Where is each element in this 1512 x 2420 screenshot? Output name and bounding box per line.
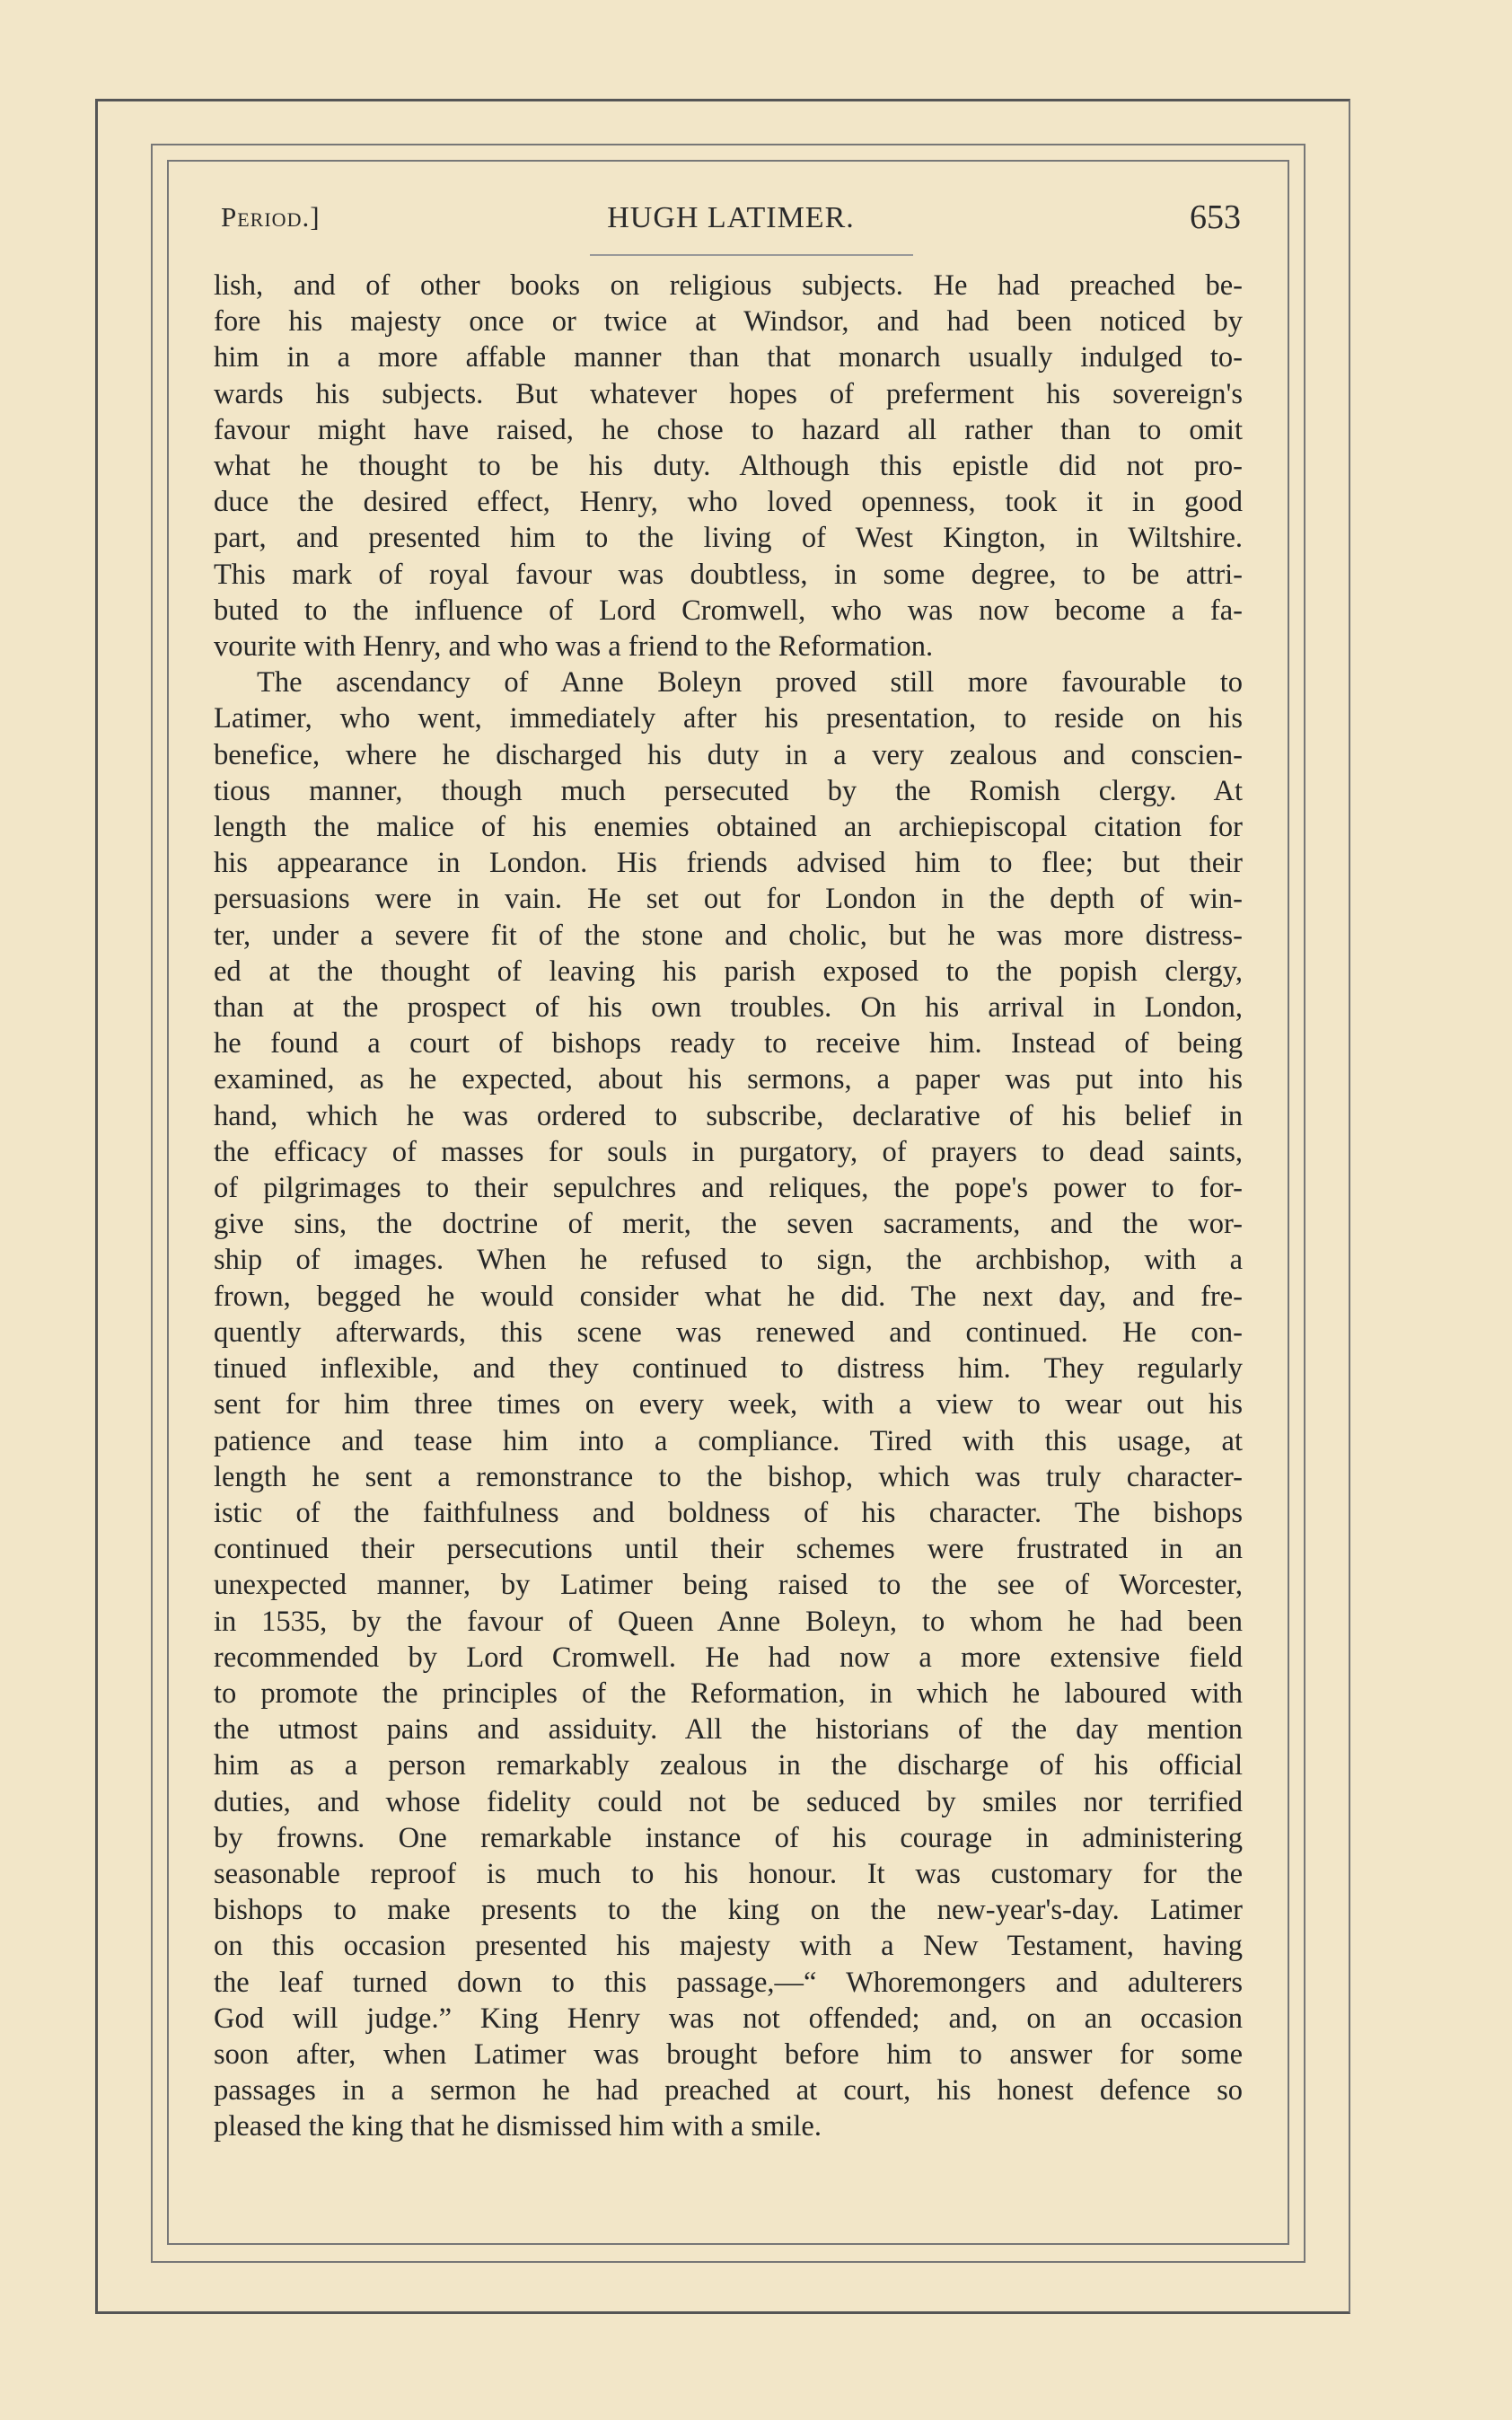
text-line: continued their persecutions until their schemes were frustrated in an (214, 1533, 1243, 1566)
text-line: the leaf turned down to this passage,—“ Whoremongers and adulterers (214, 1966, 1243, 1999)
text-line: length he sent a remonstrance to the bishop, which was truly character- (214, 1460, 1243, 1493)
text-line: duce the desired effect, Henry, who loved openness, took it in good (214, 486, 1243, 519)
text-line: him in a more affable manner than that monarch usually indulged to- (214, 341, 1243, 374)
text-line: soon after, when Latimer was brought before him to answer for some (214, 2037, 1243, 2071)
text-line: in 1535, by the favour of Queen Anne Boleyn, to whom he had been (214, 1605, 1243, 1638)
text-line: persuasions were in vain. He set out for London in the depth of win- (214, 883, 1243, 916)
text-line: what he thought to be his duty. Although this epistle did not pro- (214, 450, 1243, 483)
text-line: seasonable reproof is much to his honour. It was customary for the (214, 1857, 1243, 1890)
text-line: hand, which he was ordered to subscribe, declarative of his belief in (214, 1099, 1243, 1132)
body-text (214, 268, 1243, 2145)
text-line: examined, as he expected, about his sermons, a paper was put into his (214, 1063, 1243, 1096)
text-line: wards his subjects. But whatever hopes of preferment his sovereign's (214, 377, 1243, 410)
text-line: buted to the influence of Lord Cromwell, who was now become a fa- (214, 594, 1243, 627)
text-line: the utmost pains and assiduity. All the historians of the day mention (214, 1713, 1243, 1747)
text-line: Latimer, who went, immediately after his presentation, to reside on his (214, 702, 1243, 735)
text-line: tious manner, though much persecuted by the Romish clergy. At (214, 774, 1243, 807)
text-line: quently afterwards, this scene was renewed and continued. He con- (214, 1316, 1243, 1349)
running-header (221, 192, 1241, 246)
text-line: sent for him three times on every week, with a view to wear out his (214, 1388, 1243, 1421)
text-line: frown, begged he would consider what he did. The next day, and fre- (214, 1280, 1243, 1313)
text-line: by frowns. One remarkable instance of his courage in administering (214, 1821, 1243, 1854)
text-line: his appearance in London. His friends advised him to flee; but their (214, 847, 1243, 880)
text-line: patience and tease him into a compliance. Tired with this usage, at (214, 1424, 1243, 1457)
text-line: fore his majesty once or twice at Windsor, and had been noticed by (214, 305, 1243, 339)
text-line: length the malice of his enemies obtained an archiepiscopal citation for (214, 811, 1243, 844)
text-line: This mark of royal favour was doubtless, in some degree, to be attri- (214, 558, 1243, 591)
text-line: bishops to make presents to the king on the new-year's-day. Latimer (214, 1894, 1243, 1927)
header-title: HUGH LATIMER. (607, 201, 855, 234)
text-line: recommended by Lord Cromwell. He had now a more extensive field (214, 1641, 1243, 1674)
paragraph-1 (214, 268, 1243, 664)
text-line: tinued inflexible, and they continued to distress him. They regularly (214, 1352, 1243, 1386)
text-line: ed at the thought of leaving his parish exposed to the popish clergy, (214, 955, 1243, 988)
text-line: God will judge.” King Henry was not offended; and, on an occasion (214, 2002, 1243, 2035)
text-line: ter, under a severe fit of the stone and cholic, but he was more distress- (214, 919, 1243, 952)
text-line: than at the prospect of his own troubles. On his arrival in London, (214, 991, 1243, 1025)
page-number: 653 (1190, 198, 1241, 236)
text-line: him as a person remarkably zealous in the discharge of his official (214, 1749, 1243, 1782)
text-line: duties, and whose fidelity could not be seduced by smiles nor terrified (214, 1785, 1243, 1818)
header-section-label: Period.] (221, 201, 321, 233)
text-line: give sins, the doctrine of merit, the seven sacraments, and the wor- (214, 1208, 1243, 1241)
text-line: pleased the king that he dismissed him with a smile. (214, 2110, 822, 2143)
paragraph-2 (214, 664, 1243, 2144)
text-line: unexpected manner, by Latimer being raised to the see of Worcester, (214, 1569, 1243, 1602)
text-line: passages in a sermon he had preached at court, his honest defence so (214, 2074, 1243, 2108)
text-line: benefice, where he discharged his duty in a very zealous and conscien- (214, 738, 1243, 771)
text-line: The ascendancy of Anne Boleyn proved still more favourable to (257, 666, 1243, 700)
text-line: istic of the faithfulness and boldness of his character. The bishops (214, 1496, 1243, 1529)
text-line: part, and presented him to the living of West Kington, in Wiltshire. (214, 522, 1243, 555)
text-line: the efficacy of masses for souls in purgatory, of prayers to dead saints, (214, 1135, 1243, 1168)
text-line: to promote the principles of the Reformation, in which he laboured with (214, 1676, 1243, 1710)
text-line: he found a court of bishops ready to receive him. Instead of being (214, 1027, 1243, 1060)
text-line: lish, and of other books on religious subjects. He had preached be- (214, 269, 1243, 302)
text-line: ship of images. When he refused to sign, the archbishop, with a (214, 1244, 1243, 1277)
text-line: favour might have raised, he chose to hazard all rather than to omit (214, 413, 1243, 446)
text-line: on this occasion presented his majesty with a New Testament, having (214, 1930, 1243, 1963)
header-rule (590, 254, 913, 256)
text-line: vourite with Henry, and who was a friend to the Reformation. (214, 630, 934, 664)
text-line: of pilgrimages to their sepulchres and reliques, the pope's power to for- (214, 1172, 1243, 1205)
